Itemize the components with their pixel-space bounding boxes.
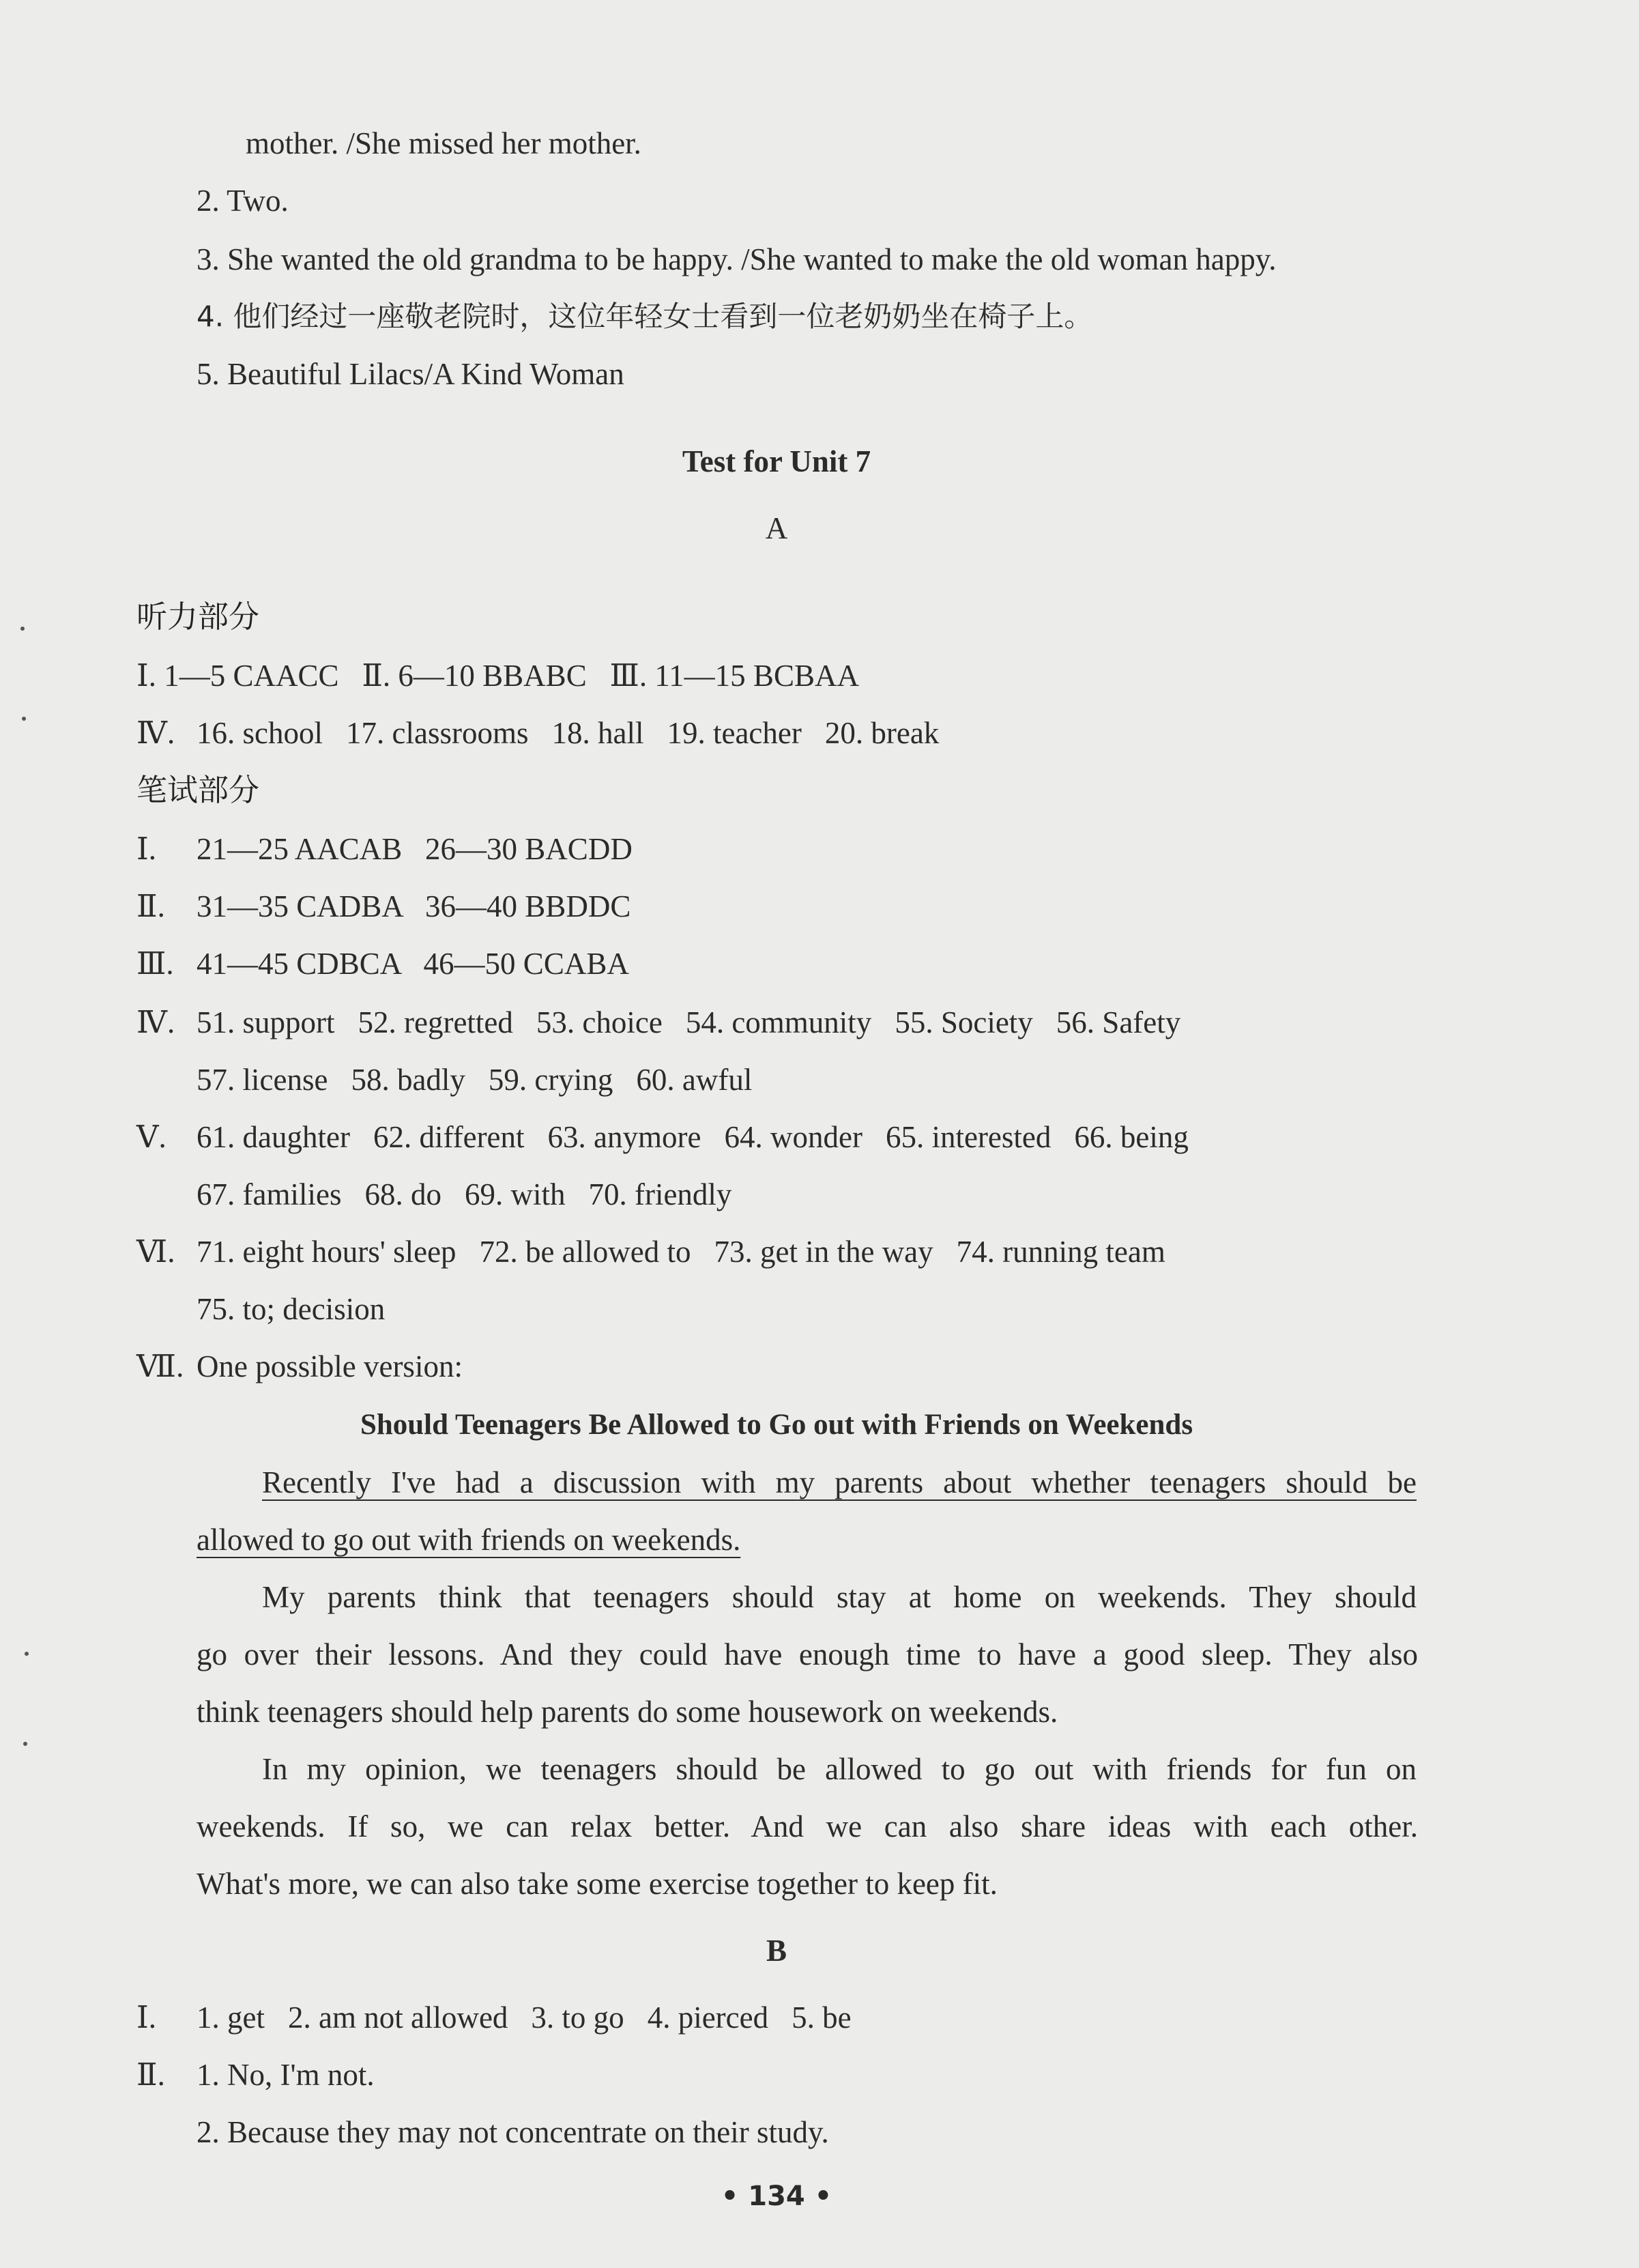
written-row-4-cont — [197, 1061, 752, 1099]
written-row-3 — [136, 945, 629, 983]
roman-numeral: Ⅱ. — [136, 2058, 165, 2092]
answer-item: 71. eight hours' sleep — [197, 1235, 456, 1269]
roman-numeral: Ⅵ. — [136, 1235, 175, 1269]
written-heading: 笔试部分 — [136, 772, 260, 808]
essay-line — [262, 1463, 1417, 1502]
roman-numeral: Ⅴ. — [136, 1120, 166, 1154]
listening-row-2 — [136, 714, 939, 752]
written-row-6 — [136, 1233, 1165, 1271]
listening-row-1: Ⅰ. 1—5 CAACC Ⅱ. 6—10 BBABC Ⅲ. 11—15 BCBAA — [136, 659, 859, 693]
written-row-2 — [136, 887, 630, 925]
essay-underlined-text: Recently I've had a discussion with my parents about whether teenagers should be — [262, 1465, 1417, 1499]
answer-line: 5. Beautiful Lilacs/A Kind Woman — [197, 357, 624, 391]
answer-line: 2. Two. — [197, 184, 289, 218]
answer-item: 72. be allowed to — [479, 1235, 691, 1269]
scan-speck — [23, 1742, 27, 1746]
answer-item: 1. get — [197, 2000, 265, 2035]
scan-speck — [22, 717, 26, 721]
essay-line — [197, 1807, 1418, 1846]
answer-item: 17. classrooms — [346, 716, 529, 750]
answer-item: 20. break — [824, 716, 940, 750]
answer-item: 53. choice — [536, 1005, 663, 1039]
answer-text: 21—25 AACAB 26—30 BACDD — [197, 832, 633, 866]
roman-numeral: Ⅳ. — [136, 716, 175, 750]
answer-item: 2. am not allowed — [287, 2000, 508, 2035]
answer-item: 5. be — [792, 2000, 852, 2035]
answer-item: 56. Safety — [1056, 1005, 1181, 1039]
answer-item: 51. support — [197, 1005, 335, 1039]
essay-line — [197, 1635, 1418, 1674]
written-row-6-cont: 75. to; decision — [197, 1292, 386, 1326]
roman-numeral: Ⅲ. — [136, 947, 174, 981]
listening-heading: 听力部分 — [136, 599, 260, 635]
essay-title: Should Teenagers Be Allowed to Go out with Friends on Weekends — [360, 1409, 1193, 1441]
written-row-7 — [136, 1347, 463, 1386]
answer-text: One possible version: — [197, 1349, 463, 1383]
scan-speck — [25, 1652, 29, 1656]
answer-item: 58. badly — [351, 1063, 465, 1097]
part-b-row-2-cont: 2. Because they may not concentrate on their study. — [197, 2115, 829, 2149]
part-b-heading: B — [766, 1934, 787, 1968]
written-row-5-cont — [197, 1175, 731, 1214]
answer-item: 74. running team — [956, 1235, 1165, 1269]
written-row-5 — [136, 1118, 1189, 1156]
answer-item: 63. anymore — [547, 1120, 701, 1154]
essay-line — [262, 1578, 1417, 1616]
roman-numeral: Ⅶ. — [136, 1349, 184, 1383]
answer-text: 1. No, I'm not. — [197, 2058, 375, 2092]
essay-text: My parents think that teenagers should stay at home on weekends. They should — [262, 1580, 1417, 1614]
answer-item: 57. license — [197, 1063, 328, 1097]
essay-text: weekends. If so, we can relax better. And we can also share ideas with each other. — [197, 1809, 1418, 1843]
answer-item: 19. teacher — [667, 716, 802, 750]
answer-text: 31—35 CADBA 36—40 BBDDC — [197, 889, 631, 923]
scan-speck — [20, 627, 25, 631]
answer-item: 60. awful — [636, 1063, 753, 1097]
answer-item: 52. regretted — [358, 1005, 513, 1039]
answer-item: 65. interested — [885, 1120, 1051, 1154]
answer-item: 73. get in the way — [714, 1235, 933, 1269]
answer-item: 61. daughter — [197, 1120, 350, 1154]
part-b-row-2 — [136, 2056, 375, 2094]
answer-item: 66. being — [1074, 1120, 1189, 1154]
answer-item: 16. school — [197, 716, 323, 750]
roman-numeral: Ⅳ. — [136, 1005, 175, 1039]
part-a-heading: A — [765, 511, 788, 545]
answer-line-chinese: 4. 他们经过一座敬老院时，这位年轻女士看到一位老奶奶坐在椅子上。 — [197, 300, 1093, 333]
answer-item: 70. friendly — [588, 1177, 732, 1211]
answer-item: 64. wonder — [724, 1120, 862, 1154]
written-row-1 — [136, 830, 633, 868]
essay-line — [262, 1750, 1417, 1788]
answer-item: 69. with — [464, 1177, 566, 1211]
answer-item: 18. hall — [551, 716, 644, 750]
answer-item: 55. Society — [895, 1005, 1033, 1039]
answer-item: 62. different — [373, 1120, 525, 1154]
essay-line: think teenagers should help parents do some housework on weekends. — [197, 1695, 1058, 1729]
essay-text: go over their lessons. And they could have enough time to have a good sleep. They also — [197, 1637, 1418, 1671]
roman-numeral: Ⅱ. — [136, 889, 165, 923]
roman-numeral: Ⅰ. — [136, 832, 157, 866]
answer-line: 3. She wanted the old grandma to be happy. /She wanted to make the old woman happy. — [197, 242, 1277, 276]
essay-line — [197, 1521, 740, 1559]
test-title: Test for Unit 7 — [682, 444, 871, 478]
answer-item: 68. do — [364, 1177, 441, 1211]
part-b-row-1 — [136, 1998, 852, 2037]
page-number: • 134 • — [721, 2181, 832, 2212]
essay-underlined-text: allowed to go out with friends on weekends. — [197, 1523, 741, 1557]
answer-item: 4. pierced — [647, 2000, 769, 2035]
answer-item: 67. families — [197, 1177, 342, 1211]
roman-numeral: Ⅰ. — [136, 2000, 157, 2035]
answer-text: 41—45 CDBCA 46—50 CCABA — [197, 947, 629, 981]
essay-text: In my opinion, we teenagers should be allowed to go out with friends for fun on — [262, 1752, 1417, 1786]
answer-item: 3. to go — [531, 2000, 624, 2035]
answer-item: 54. community — [685, 1005, 872, 1039]
answer-item: 59. crying — [488, 1063, 613, 1097]
essay-line: What's more, we can also take some exercise together to keep fit. — [197, 1867, 998, 1901]
written-row-4 — [136, 1003, 1180, 1042]
answer-line: mother. /She missed her mother. — [246, 126, 641, 160]
